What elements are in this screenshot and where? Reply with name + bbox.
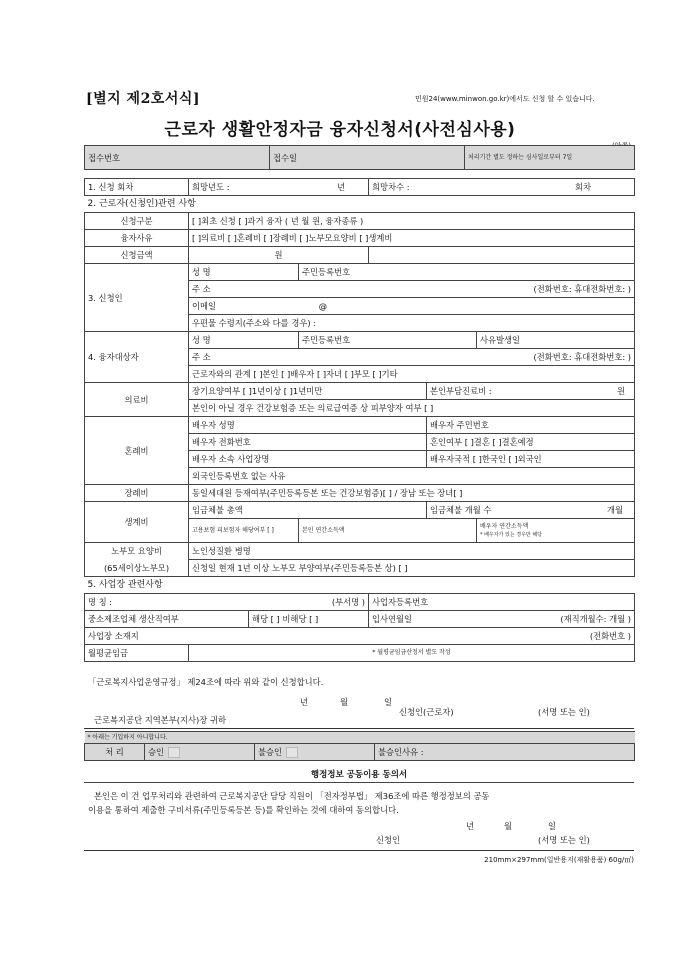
online-note: 민원24(www.minwon.go.kr)에서도 신청 할 수 있습니다. bbox=[415, 95, 595, 103]
s4-label: 4. 융자대상자 bbox=[85, 332, 189, 383]
s5-join-field[interactable]: 입사연월일 (재직개월수: 개월 ) bbox=[369, 611, 635, 628]
s5-location-field[interactable]: 사업장 소재지 (전화번호 ) bbox=[85, 628, 635, 645]
s4-relation-options[interactable]: 근로자와의 관계 [ ]본인 [ ]배우자 [ ]자녀 [ ]부모 [ ]기타 bbox=[189, 366, 635, 383]
divider bbox=[84, 728, 634, 729]
s3-rrn-field[interactable]: 주민등록번호 bbox=[299, 264, 635, 281]
s5-biz-no-field[interactable]: 사업자등록번호 bbox=[369, 594, 635, 611]
s2-type-label: 신청구분 bbox=[85, 213, 189, 230]
wedding-spouse-name[interactable]: 배우자 성명 bbox=[189, 417, 427, 434]
consent-date-year: 년 bbox=[466, 821, 475, 831]
s1-year-field[interactable]: 희망년도 : 년 bbox=[189, 179, 369, 196]
s2-type-options[interactable]: [ ]최초 신청 [ ]과거 융자 ( 년 월 원, 융자종류 ) bbox=[189, 213, 635, 230]
wedding-label: 혼례비 bbox=[85, 417, 189, 485]
s3-mail-address[interactable]: 우편물 수령지(주소와 다를 경우) : bbox=[189, 315, 635, 332]
form-title: 근로자 생활안정자금 융자신청서(사전심사용) bbox=[164, 120, 516, 140]
s4-event-date-field[interactable]: 사유발생일 bbox=[477, 332, 635, 349]
office-note: * 아래는 기입하지 아니합니다. bbox=[85, 732, 635, 744]
elder-support-option[interactable]: 신청일 현재 1년 이상 노부모 부양여부(주민등록등본 상) [ ] bbox=[189, 560, 635, 577]
s5-wage-label: 월평균임금 bbox=[85, 645, 189, 662]
bottom-rule bbox=[84, 850, 634, 851]
consent-date-month: 월 bbox=[504, 821, 513, 831]
elder-label-2: (65세이상노부모) bbox=[85, 560, 189, 577]
s3-name-field[interactable]: 성 명 bbox=[189, 264, 299, 281]
wedding-spouse-rrn[interactable]: 배우자 주민번호 bbox=[427, 417, 635, 434]
medical-label: 의료비 bbox=[85, 383, 189, 417]
addressee: 근로복지공단 지역본부(지사)장 귀하 bbox=[94, 715, 226, 725]
consent-sign[interactable]: (서명 또는 인) bbox=[538, 835, 590, 845]
s1-label: 1. 신청 회차 bbox=[85, 179, 189, 196]
s5-sme-options[interactable]: 해당 [ ] 비해당 [ ] bbox=[249, 611, 369, 628]
living-insurance-option[interactable]: 고용보험 피보험자 해당여부 [ ] bbox=[189, 519, 299, 543]
s2-heading: 2. 근로자(신청인)관련 사항 bbox=[85, 196, 635, 213]
s5-sme-label: 중소제조업체 생산직여부 bbox=[85, 611, 249, 628]
medical-care-options[interactable]: 장기요양여부 [ ]1년이상 [ ]1년미만 bbox=[189, 383, 427, 400]
s3-email-field[interactable]: 이메일 @ bbox=[189, 298, 635, 315]
s5-heading: 5. 사업장 관련사항 bbox=[85, 577, 635, 594]
approve-checkbox[interactable] bbox=[168, 747, 180, 758]
signature-area bbox=[84, 672, 634, 730]
date-day: 일 bbox=[384, 697, 393, 707]
s2-reason-options[interactable]: [ ]의료비 [ ]혼례비 [ ]장례비 [ ]노부모요양비 [ ]생계비 bbox=[189, 230, 635, 247]
living-spouse-income-field[interactable]: 배우자 연간소득액 * 배우자가 있는 경우만 해당 bbox=[477, 519, 635, 543]
living-label: 생계비 bbox=[85, 502, 189, 543]
consent-date-day: 일 bbox=[548, 821, 557, 831]
office-table bbox=[84, 731, 635, 761]
wedding-spouse-phone[interactable]: 배우자 전화번호 bbox=[189, 434, 427, 451]
applicant-label: 신청인(근로자) bbox=[399, 707, 454, 717]
receipt-no-label: 접수번호 bbox=[85, 146, 270, 170]
medical-insured-option[interactable]: 본인이 아닐 경우 건강보험증 또는 의료급여증 상 피부양자 여부 [ ] bbox=[189, 400, 635, 417]
wedding-status-options[interactable]: 혼인여부 [ ]결혼 [ ]결혼예정 bbox=[427, 434, 635, 451]
funeral-label: 장례비 bbox=[85, 485, 189, 502]
receipt-table bbox=[84, 145, 635, 170]
office-approve[interactable]: 승인 bbox=[145, 744, 255, 761]
receipt-date-label: 접수일 bbox=[270, 146, 465, 170]
consent-title: 행정정보 공동이용 동의서 bbox=[310, 770, 408, 780]
elder-label-1: 노부모 요양비 bbox=[85, 543, 189, 560]
s1-count-field[interactable]: 희망차수 : 회차 bbox=[369, 179, 635, 196]
form-number: [별지 제2호서식] bbox=[86, 91, 201, 107]
consent-section bbox=[84, 764, 634, 864]
medical-copay-field[interactable]: 본인부담진료비 : 원 bbox=[427, 383, 635, 400]
statement: 「근로복지사업운영규정」 제24조에 따라 위와 같이 신청합니다. bbox=[88, 677, 324, 687]
s3-address-field[interactable]: 주 소 (전화번호: 휴대전화번호: ) bbox=[189, 281, 635, 298]
paper-spec: 210mm×297mm(일반용지(재활용품) 60g/㎡) bbox=[484, 856, 634, 864]
living-months-field[interactable]: 임금체불 개월 수 개월 bbox=[427, 502, 635, 519]
consent-line-2: 이용을 통하여 제출한 구비서류(주민등록등본 등)를 확인하는 것에 대하여 동의합니다. bbox=[88, 805, 399, 815]
office-process-label: 처 리 bbox=[85, 744, 145, 761]
s5-name-field[interactable]: 명 칭 : (부서명 ) bbox=[85, 594, 369, 611]
date-year: 년 bbox=[300, 697, 309, 707]
wedding-nationality-options[interactable]: 배우자국적 [ ]한국인 [ ]외국인 bbox=[427, 451, 635, 468]
funeral-options[interactable]: 동일세대원 등재여부(주민등록등본 또는 건강보험증)[ ] / 장남 또는 장녀[ ] bbox=[189, 485, 635, 502]
s5-wage-note: * 월평균임금산정서 별도 작성 bbox=[189, 645, 635, 662]
s2-reason-label: 융자사유 bbox=[85, 230, 189, 247]
wedding-foreign-reason[interactable]: 외국인등록번호 없는 사유 bbox=[189, 468, 635, 485]
s2-amount-label: 신청금액 bbox=[85, 247, 189, 264]
applicant-sign[interactable]: (서명 또는 인) bbox=[538, 707, 590, 717]
s2-amount-field[interactable]: 원 bbox=[189, 247, 369, 264]
date-month: 월 bbox=[340, 697, 349, 707]
s4-address-field[interactable]: 주 소 (전화번호: 휴대전화번호: ) bbox=[189, 349, 635, 366]
consent-applicant: 신청인 bbox=[376, 835, 401, 845]
s4-name-field[interactable]: 성 명 bbox=[189, 332, 299, 349]
elder-disease-field[interactable]: 노인성질환 병명 bbox=[189, 543, 635, 560]
s3-label: 3. 신청인 bbox=[85, 264, 189, 332]
reject-checkbox[interactable] bbox=[286, 747, 298, 758]
s2-amount-blank bbox=[369, 247, 635, 264]
living-income-field[interactable]: 본인 연간소득액 bbox=[299, 519, 477, 543]
living-arrears-field[interactable]: 임금체불 총액 bbox=[189, 502, 427, 519]
consent-line-1: 본인은 이 건 업무처리와 관련하여 근로복지공단 담당 직원이 「전자정부법」 제36조에 따른 행정정보의 공동 bbox=[94, 791, 490, 801]
s4-rrn-field[interactable]: 주민등록번호 bbox=[299, 332, 477, 349]
main-form-table bbox=[84, 178, 635, 662]
wedding-spouse-work[interactable]: 배우자 소속 사업장명 bbox=[189, 451, 427, 468]
processing-period: 처리기간 별도 정하는 심사일로부터 7일 bbox=[465, 146, 635, 170]
office-reject-reason[interactable]: 불승인사유 : bbox=[375, 744, 635, 761]
office-reject[interactable]: 불승인 bbox=[255, 744, 375, 761]
